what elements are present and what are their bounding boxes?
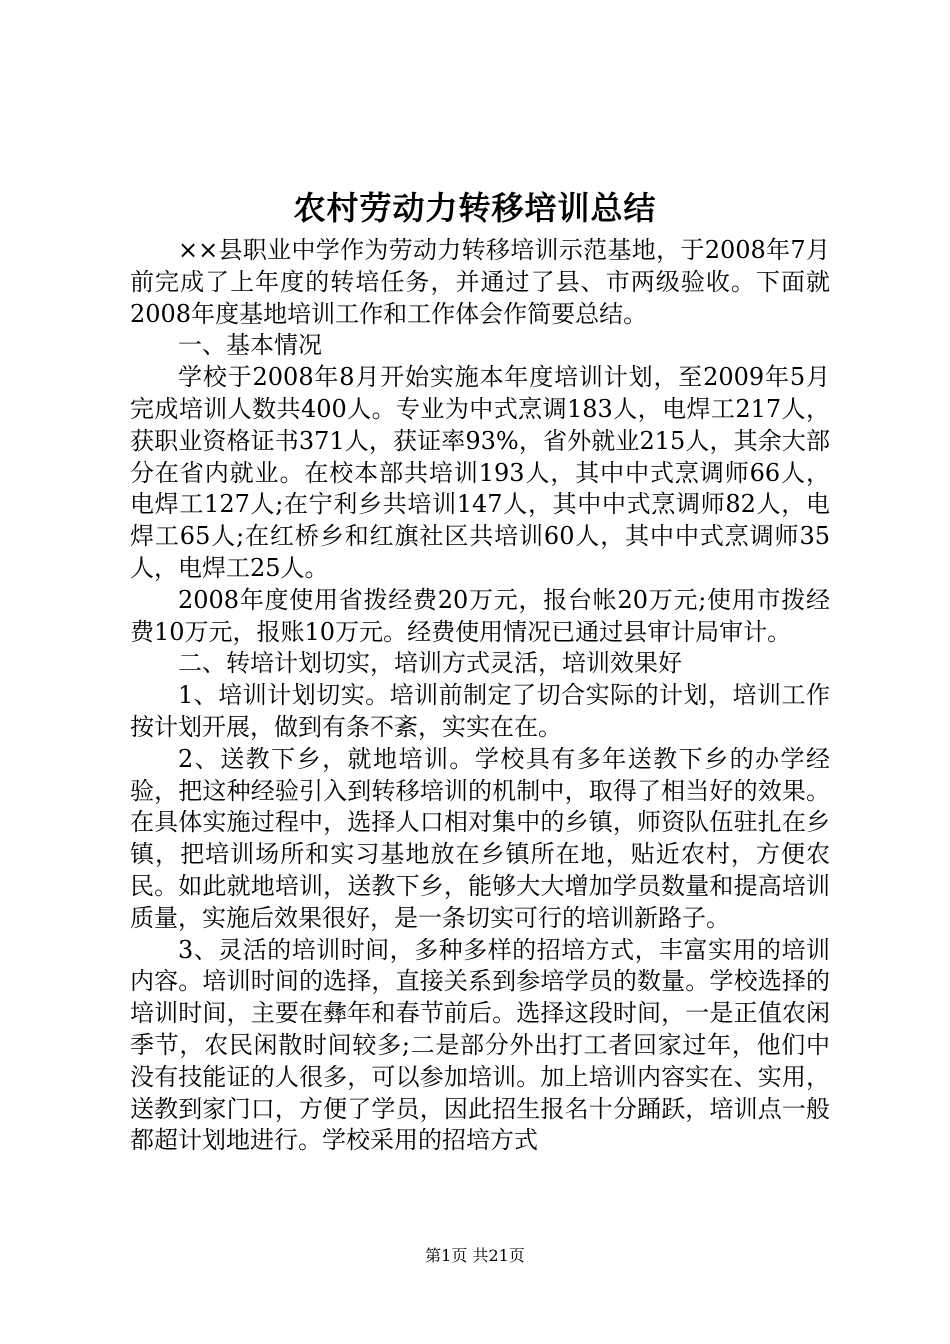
page-footer: 第1页 共21页 bbox=[425, 1246, 525, 1265]
section-heading-basic-situation: 一、基本情况 bbox=[178, 331, 322, 360]
document-body bbox=[130, 235, 830, 1157]
document-title: 农村劳动力转移培训总结 bbox=[293, 189, 657, 227]
paragraph-plan-item-2: 2、送教下乡，就地培训。学校具有多年送教下乡的办学经验，把这种经验引入到转移培训的机制中，取得了相当好的效果。在具体实施过程中，选择人口相对集中的乡镇，师资队伍驻扎在乡镇，把培训场所和实习基地放在乡镇所在地，贴近农村，方便农民。如此就地培训，送教下乡，能够大大增加学员数量和提高培训质量，实施后效果很好，是一条切实可行的培训新路子。 bbox=[130, 744, 830, 932]
section-heading-training-plan: 二、转培计划切实，培训方式灵活，培训效果好 bbox=[178, 649, 682, 678]
paragraph-funding: 2008年度使用省拨经费20万元，报台帐20万元;使用市拨经费10万元，报账10万元。经费使用情况已通过县审计局审计。 bbox=[130, 585, 830, 646]
paragraph-plan-item-3: 3、灵活的培训时间，多种多样的招培方式，丰富实用的培训内容。培训时间的选择，直接关系到参培学员的数量。学校选择的培训时间，主要在彝年和春节前后。选择这段时间，一是正值农闲季节，农民闲散时间较多;二是部分外出打工者回家过年，他们中没有技能证的人很多，可以参加培训。加上培训内容实在、实用，送教到家门口，方便了学员，因此招生报名十分踊跃，培训点一般都超计划地进行。学校采用的招培方式 bbox=[130, 935, 830, 1155]
paragraph-intro: ××县职业中学作为劳动力转移培训示范基地，于2008年7月前完成了上年度的转培任务，并通过了县、市两级验收。下面就2008年度基地培训工作和工作体会作简要总结。 bbox=[130, 236, 830, 328]
paragraph-plan-item-1: 1、培训计划切实。培训前制定了切合实际的计划，培训工作按计划开展，做到有条不紊，实实在在。 bbox=[130, 681, 830, 741]
paragraph-basic-situation: 学校于2008年8月开始实施本年度培训计划，至2009年5月完成培训人数共400人。专业为中式烹调183人，电焊工217人，获职业资格证书371人，获证率93%，省外就业215人，其余大部分在省内就业。在校本部共培训193人，其中中式烹调师66人，电焊工127人;在宁利乡共培训147人，其中中式烹调师82人，电焊工65人;在红桥乡和红旗社区共培训60人，其中中式烹调师35人，电焊工25人。 bbox=[130, 363, 830, 582]
